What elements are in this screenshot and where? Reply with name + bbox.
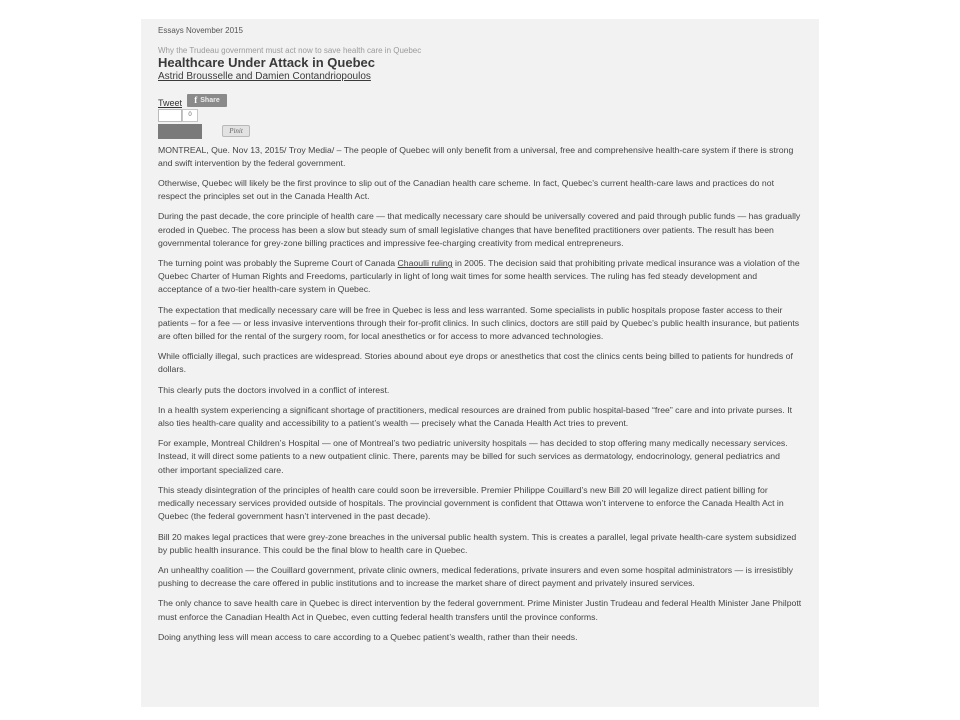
- paragraph: For example, Montreal Children’s Hospital — one of Montreal’s two pediatric university hospitals — has decided to stop offering many medically necessary services. Instead, it will direct some patients to a new outpatient clinic. There, parents may be billed for such services as dermatology, endocrinology, general pediatrics and other important specialized care.: [158, 438, 788, 475]
- share-widget-image[interactable]: [158, 124, 202, 139]
- facebook-icon: f: [194, 95, 198, 106]
- paragraph: While officially illegal, such practices are widespread. Stories abound about eye drops or anesthetics that cost the clinics cents being billed to patients for hundreds of dollars.: [158, 351, 793, 375]
- chaoulli-ruling-link[interactable]: Chaoulli ruling: [397, 258, 453, 269]
- article-title: Healthcare Under Attack in Quebec: [158, 55, 375, 71]
- social-share-bar: [158, 92, 802, 144]
- paragraph: [158, 257, 802, 297]
- pinit-button[interactable]: Pinit: [222, 125, 250, 137]
- paragraph: The expectation that medically necessary care will be free in Quebec is less and less warranted. Some specialists in public hospitals propose faster access to their patients – for a fee — or less invasive interventions through their for-profit clinics. In such clinics, doctors are still paid by Quebec’s public health insurance, but patients are often billed for the rental of the surgery room, for local anesthetics or for access to more advanced technologies.: [158, 304, 800, 342]
- author-link[interactable]: Astrid Brousselle and Damien Contandriopoulos: [158, 71, 371, 83]
- paragraph: An unhealthy coalition — the Couillard government, private clinic owners, medical federations, private insurers and even some hospital administrators — is irresistibly pushing to decrease the care offered in public institutions and to increase the market share of direct payment and privately insured services.: [158, 564, 793, 589]
- paragraph: During the past decade, the core principle of health care — that medically necessary care should be universally covered and paid through public funds — has gradually eroded in Quebec. The process has been a slow but steady sum of small legislative changes that have benefited practitioners over patients. The result has been governmental tolerance for grey-zone billing practices and impressive fee-charging creativity from medical entrepreneurs.: [158, 211, 801, 248]
- paragraph: MONTREAL, Que. Nov 13, 2015/ Troy Media/ – The people of Quebec will only benefit from a universal, free and comprehensive health-care system if there is strong and swift intervention by the federal government.: [158, 144, 794, 168]
- scanned-page: [141, 19, 819, 707]
- category-label: Essays November 2015: [158, 26, 243, 35]
- facebook-share-label: Share: [200, 96, 220, 104]
- paragraph: Doing anything less will mean access to care according to a Quebec patient’s wealth, rather than their needs.: [158, 631, 578, 642]
- paragraph: Otherwise, Quebec will likely be the first province to slip out of the Canadian health care scheme. In fact, Quebec’s current health-care laws and practices do not respect the principles set out in the Canada Health Act.: [158, 178, 775, 202]
- tweet-link[interactable]: Tweet: [158, 97, 183, 108]
- share-counter-box: [158, 109, 182, 122]
- paragraph: This steady disintegration of the principles of health care could soon be irreversible. Premier Philippe Couillard’s new Bill 20 will legalize direct patient billing for medically necessary services provided outside of hospitals. The provincial government is confident that Ottawa won’t intervene to enforce the Canada Health Act in Quebec (the federal government hasn’t intervened in the past decade).: [158, 484, 784, 522]
- paragraph: In a health system experiencing a significant shortage of practitioners, medical resources are drained from public hospital-based “free” care and into private purses. It also ties health-care quality and accessibility to a patient’s wealth — precisely what the Canada Health Act tries to prevent.: [158, 404, 793, 429]
- article-body: [158, 144, 802, 644]
- article-container: [158, 26, 802, 651]
- share-count[interactable]: 0: [182, 109, 198, 122]
- paragraph: This clearly puts the doctors involved in a conflict of interest.: [158, 384, 390, 395]
- paragraph: The only chance to save health care in Quebec is direct intervention by the federal government. Prime Minister Justin Trudeau and federal Health Minister Jane Philpott must enforce the Canadian Health Act in Quebec, even cutting federal health transfers until the province conforms.: [158, 598, 802, 622]
- paragraph-text: in 2005. The decision said that prohibiting private medical insurance was a violation of the Quebec Charter of Human Rights and Freedoms, particularly in light of long wait times for some health services. The ruling has fed steady development and acceptance of a two-tier health-care system in Quebec.: [158, 258, 800, 295]
- article-subtitle: Why the Trudeau government must act now to save health care in Quebec: [158, 45, 422, 55]
- facebook-share-button[interactable]: [187, 94, 227, 107]
- paragraph-text: The turning point was probably the Supreme Court of Canada: [158, 258, 398, 269]
- paragraph: Bill 20 makes legal practices that were grey-zone breaches in the universal public health system. This is creates a parallel, legal private health-care system subsidized by public health insurance. This could be the final blow to health care in Quebec.: [158, 531, 797, 555]
